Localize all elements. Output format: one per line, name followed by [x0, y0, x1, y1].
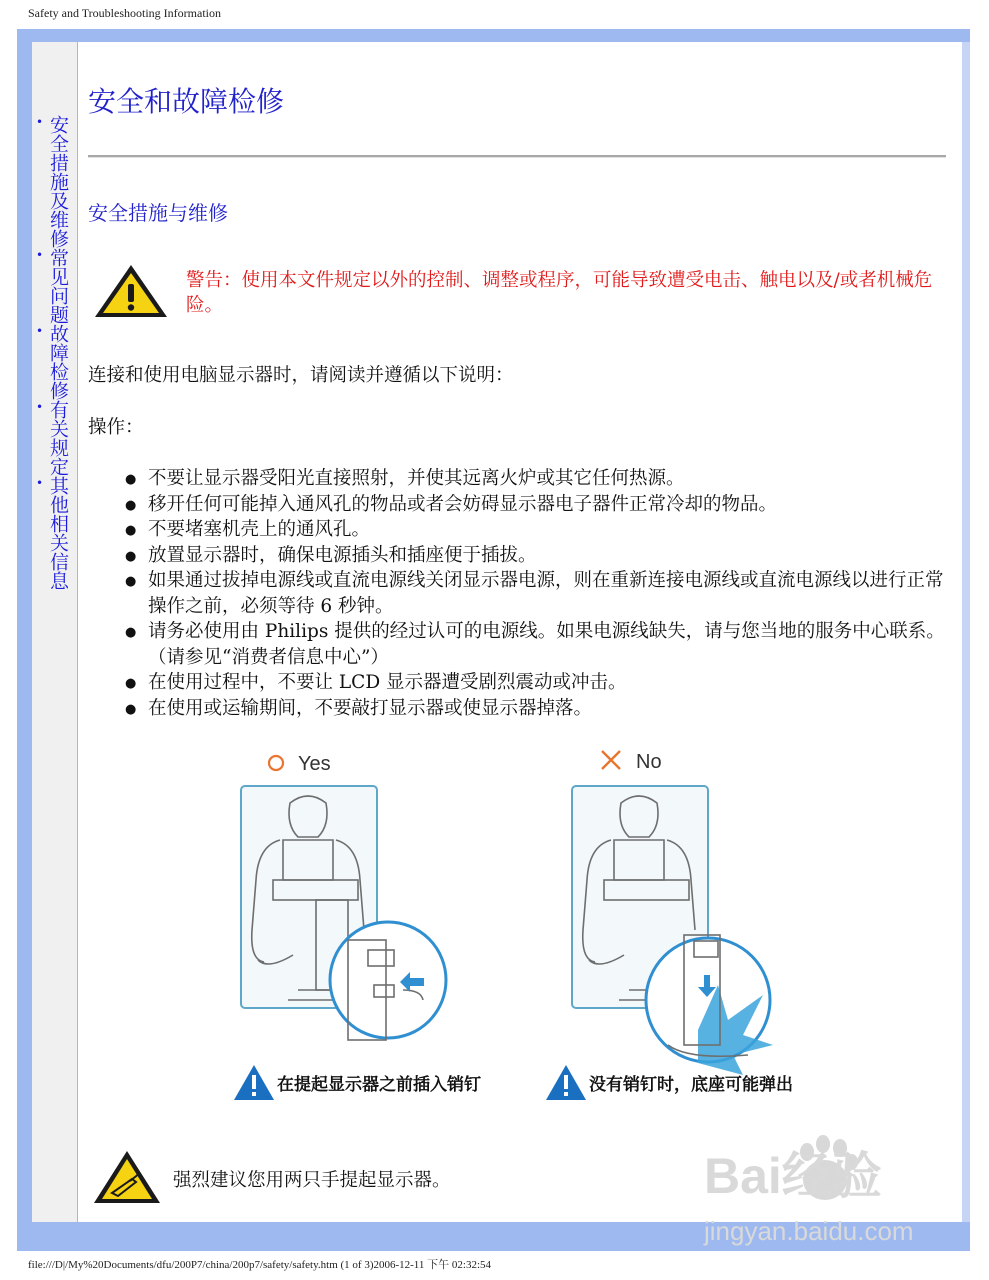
sidebar-link-safety[interactable]: 安全措施及维修 [47, 115, 69, 248]
cross-icon [602, 751, 620, 769]
watermark-url: jingyan.baidu.com [704, 1216, 914, 1246]
yes-label: Yes [298, 753, 331, 775]
circle-icon [269, 756, 283, 770]
bullet-icon: • [36, 115, 44, 129]
sidebar-link-other-info[interactable]: 其他相关信息 [47, 476, 69, 590]
page-title: 安全和故障检修 [88, 85, 285, 118]
list-item: ● 放置显示器时，确保电源插头和插座便于插拔。 [125, 543, 955, 569]
list-item: ● 在使用或运输期间，不要敲打显示器或使显示器掉落。 [125, 696, 955, 722]
list-item: ● 不要让显示器受阳光直接照射，并使其远离火炉或其它任何热源。 [125, 466, 955, 492]
bullet-icon: • [36, 324, 44, 338]
note-text: 强烈建议您用两只手提起显示器。 [173, 1170, 451, 1191]
sidebar-link-troubleshooting[interactable]: 故障检修 [47, 324, 69, 400]
frame-right-stripe [962, 42, 970, 1222]
caution-icon [546, 1065, 586, 1100]
sidebar-link-faq[interactable]: 常见问题 [47, 248, 69, 324]
sidebar-item-safety [36, 115, 71, 248]
page-header-title: Safety and Troubleshooting Information [28, 6, 221, 20]
list-item: ● 在使用过程中，不要让 LCD 显示器遭受剧烈震动或冲击。 [125, 670, 955, 696]
no-caption: 没有销钉时，底座可能弹出 [589, 1075, 793, 1094]
warning-triangle-icon [93, 262, 169, 320]
yes-panel [234, 753, 481, 1100]
sidebar-item-other-info [36, 476, 71, 590]
sidebar-item-faq [36, 248, 71, 324]
no-panel [546, 751, 793, 1100]
sidebar-link-regulatory[interactable]: 有关规定 [47, 400, 69, 476]
yes-caption: 在提起显示器之前插入销钉 [277, 1075, 481, 1094]
section-heading: 安全措施与维修 [88, 201, 228, 225]
operations-heading: 操作： [88, 417, 144, 438]
list-item: ● 不要堵塞机壳上的通风孔。 [125, 517, 955, 543]
sidebar-item-troubleshooting [36, 324, 71, 400]
list-item: ● 如果通过拔掉电源线或直流电源线关闭显示器电源，则在重新连接电源线或直流电源线以进行正常操作之前，必须等待 6 秒钟。 [125, 568, 955, 619]
bullet-icon: • [36, 248, 44, 262]
lifting-illustration [228, 745, 828, 1110]
watermark-logo [700, 1128, 970, 1248]
divider [88, 155, 946, 158]
warning-text: 警告：使用本文件规定以外的控制、调整或程序，可能导致遭受电击、触电以及/或者机械危险。 [186, 270, 933, 316]
caution-icon [234, 1065, 274, 1100]
list-item: ● 请务必使用由 Philips 提供的经过认可的电源线。如果电源线缺失，请与您当地的服务中心联系。（请参见“消费者信息中心”） [125, 619, 955, 670]
operations-list [125, 466, 955, 721]
watermark-brand: Bai经验 [704, 1148, 882, 1204]
intro-text: 连接和使用电脑显示器时，请阅读并遵循以下说明： [88, 365, 514, 386]
no-label: No [636, 751, 662, 773]
bullet-icon: • [36, 476, 44, 490]
sidebar-nav [36, 115, 71, 590]
note-hand-icon [92, 1148, 162, 1206]
sidebar-item-regulatory [36, 400, 71, 476]
page-footer-path: file:///D|/My%20Documents/dfu/200P7/china/200p7/safety/safety.htm (1 of 3)2006-12-11 下午 02:32:54 [28, 1259, 492, 1271]
bullet-icon: • [36, 400, 44, 414]
list-item: ● 移开任何可能掉入通风孔的物品或者会妨碍显示器电子器件正常冷却的物品。 [125, 492, 955, 518]
